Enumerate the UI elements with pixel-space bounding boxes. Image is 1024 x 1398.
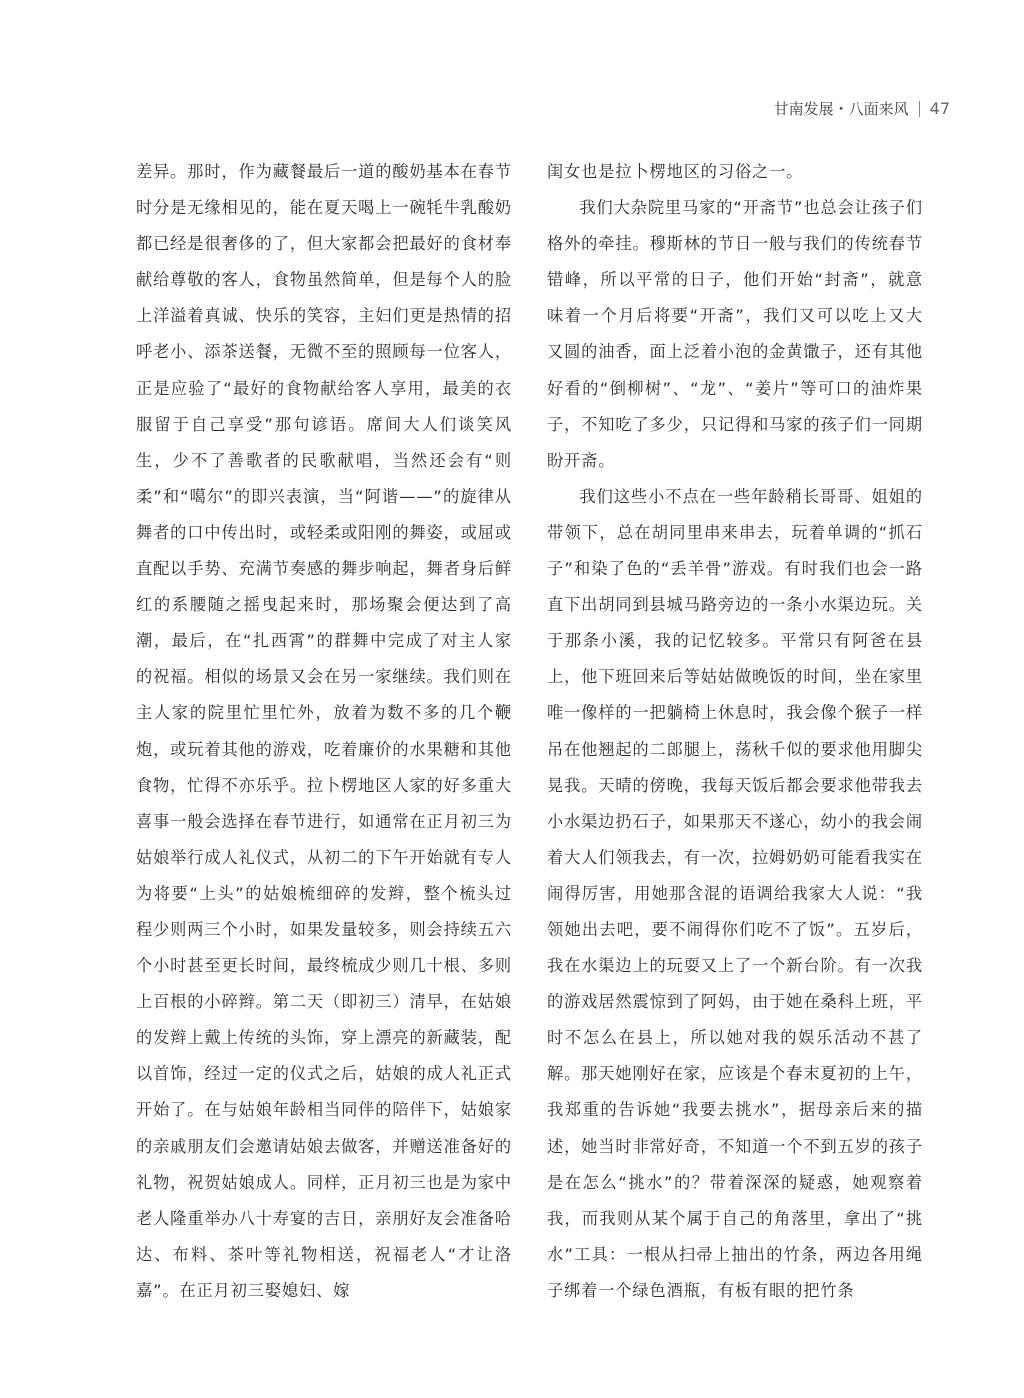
right-column (547, 154, 923, 1309)
page-number: 47 (929, 99, 950, 118)
paragraph: 闺女也是拉卜楞地区的习俗之一。 (547, 162, 804, 181)
header-divider (919, 101, 920, 117)
running-header (774, 98, 950, 119)
paragraph: 我们这些小不点在一些年龄稍长哥哥、姐姐的带领下，总在胡同里串来串去，玩着单调的“抓石子”和染了色的“丢羊骨”游戏。有时我们也会一路直下出胡同到县城马路旁边的一条小水渠边玩。关于那条小溪，我的记忆较多。平常只有阿爸在县上，他下班回来后等姑姑做晚饭的时间，坐在家里唯一像样的一把躺椅上休息时，我会像个猴子一样吊在他翘起的二郎腿上，荡秋千似的要求他用脚尖晃我。天晴的傍晚，我每天饭后都会要求他带我去小水渠边扔石子，如果那天不遂心，幼小的我会闹着大人们领我去，有一次，拉姆奶奶可能看我实在闹得厉害，用她那含混的语调给我家大人说：“我领她出去吧，要不闹得你们吃不了饭”。五岁后，我在水渠边上的玩耍又上了一个新台阶。有一次我的游戏居然震惊到了阿妈，由于她在桑科上班，平时不怎么在县上，所以她对我的娱乐活动不甚了解。那天她刚好在家，应该是个春末夏初的上午，我郑重的告诉她“我要去挑水”，据母亲后来的描述，她当时非常好奇，不知道一个不到五岁的孩子是在怎么“挑水”的？带着深深的疑惑，她观察着我，而我则从某个属于自己的角落里，拿出了“挑水”工具：一根从扫帚上抽出的竹条，两边各用绳子绑着一个绿色酒瓶，有板有眼的把竹条 (547, 486, 923, 1300)
section-title: 甘南发展・八面来风 (773, 100, 909, 118)
paragraph: 我们大杂院里马家的“开斋节”也总会让孩子们格外的牵挂。穆斯林的节日一般与我们的传统春节错峰，所以平常的日子，他们开始“封斋”，就意味着一个月后将要“开斋”，我们又可以吃上又大又圆的油香，面上泛着小泡的金黄馓子，还有其他好看的“倒柳树”、“龙”、“姜片”等可口的油炸果子，不知吃了多少，只记得和马家的孩子们一同期盼开斋。 (547, 198, 923, 470)
left-column (136, 154, 512, 1309)
paragraph: 差异。那时，作为藏餐最后一道的酸奶基本在春节时分是无缘相见的，能在夏天喝上一碗牦牛乳酸奶都已经是很奢侈的了，但大家都会把最好的食材奉献给尊敬的客人，食物虽然简单，但是每个人的脸上洋溢着真诚、快乐的笑容，主妇们更是热情的招呼老小、添茶送餐，无微不至的照顾每一位客人，正是应验了“最好的食物献给客人享用，最美的衣服留于自己享受”那句谚语。席间大人们谈笑风生，少不了善歌者的民歌献唱，当然还会有“则柔”和“噶尔”的即兴表演，当“阿谐——”的旋律从舞者的口中传出时，或轻柔或阳刚的舞姿，或屈或直配以手势、充满节奏感的舞步响起，舞者身后鲜红的系腰随之摇曳起来时，那场聚会便达到了高潮，最后，在“扎西霄”的群舞中完成了对主人家的祝福。相似的场景又会在另一家继续。我们则在主人家的院里忙里忙外，放着为数不多的几个鞭炮，或玩着其他的游戏，吃着廉价的水果糖和其他食物，忙得不亦乐乎。拉卜楞地区人家的好多重大喜事一般会选择在春节进行，如通常在正月初三为姑娘举行成人礼仪式，从初二的下午开始就有专人为将要“上头”的姑娘梳细碎的发辫，整个梳头过程少则两三个小时，如果发量较多，则会持续五六个小时甚至更长时间，最终梳成少则几十根、多则上百根的小碎辫。第二天（即初三）清早，在姑娘的发辫上戴上传统的头饰，穿上漂亮的新藏装，配以首饰，经过一定的仪式之后，姑娘的成人礼正式开始了。在与姑娘年龄相当同伴的陪伴下，姑娘家的亲戚朋友们会邀请姑娘去做客，并赠送准备好的礼物，祝贺姑娘成人。同样，正月初三也是为家中老人隆重举办八十寿宴的吉日，亲朋好友会准备哈达、布料、茶叶等礼物相送，祝福老人“才让洛嘉”。在正月初三娶媳妇、嫁 (136, 162, 512, 1300)
